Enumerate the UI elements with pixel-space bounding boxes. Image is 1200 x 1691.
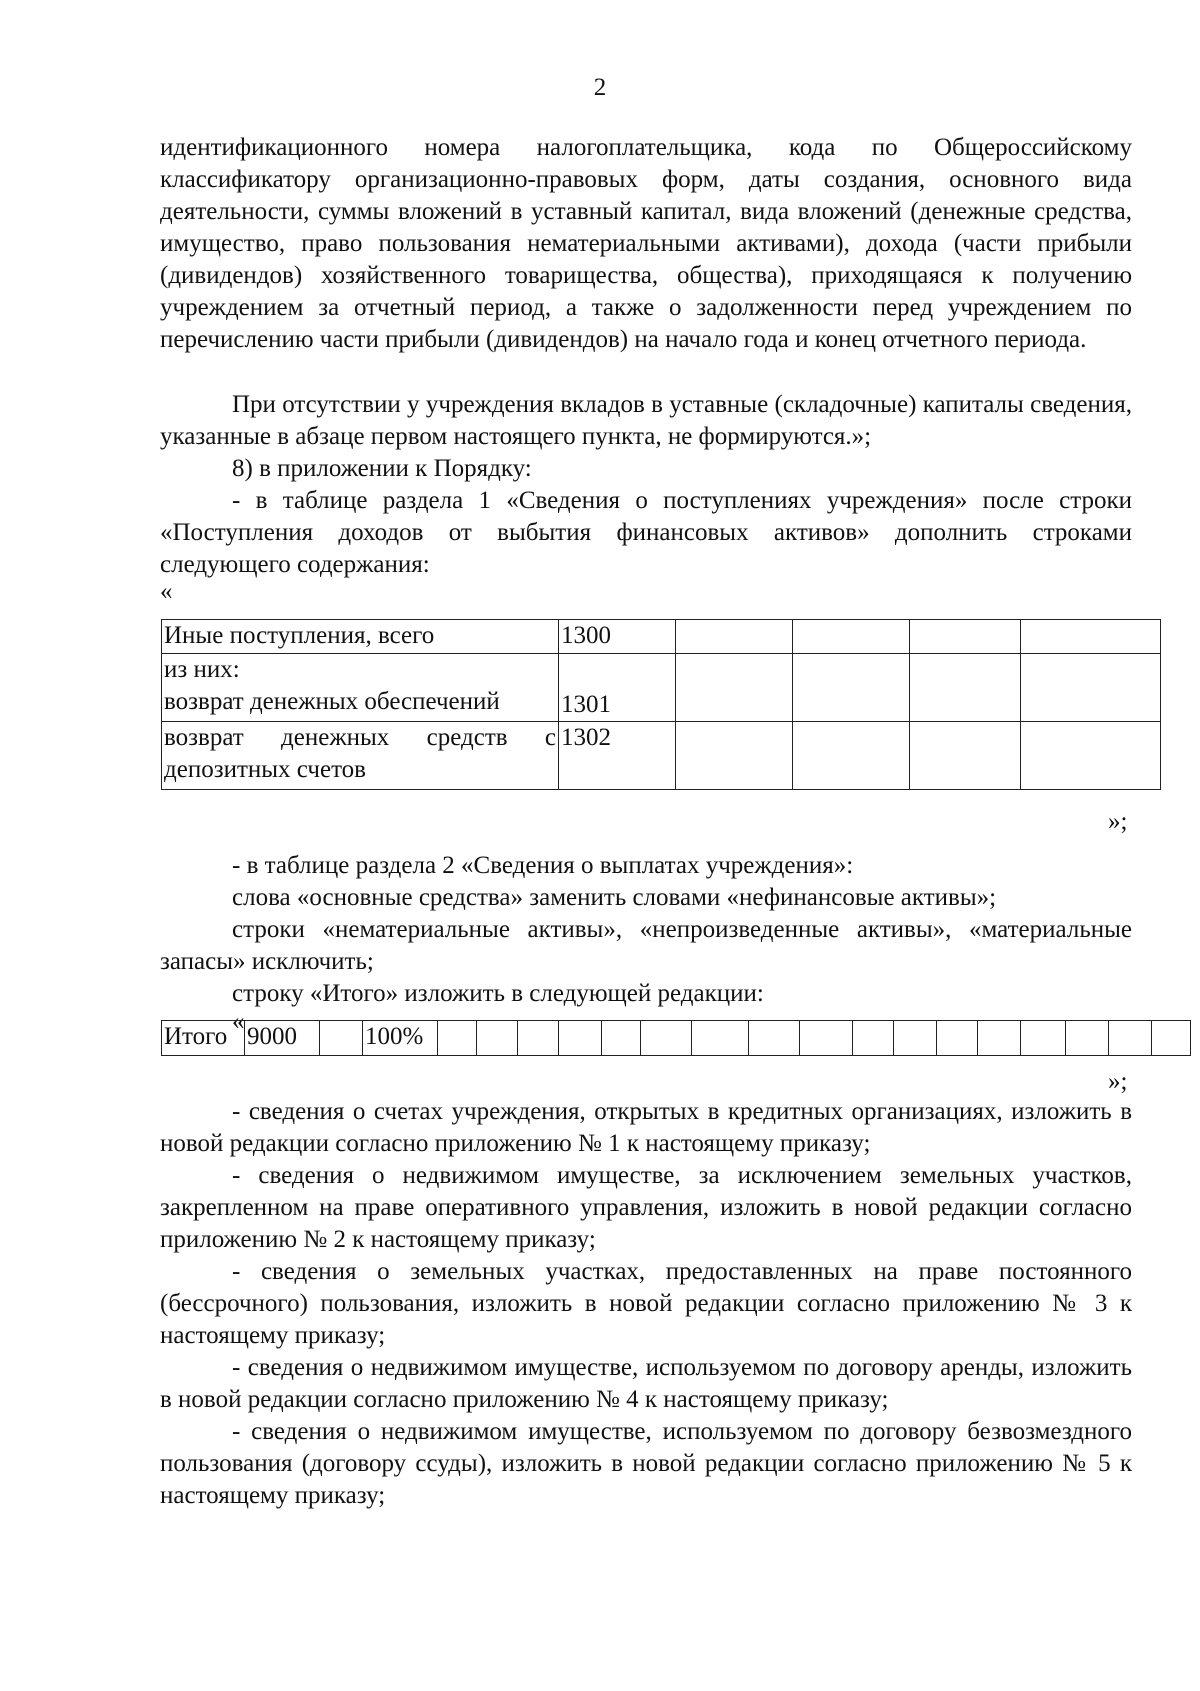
empty-cell: [1066, 1021, 1109, 1056]
table2-close-quote: »;: [1108, 1068, 1128, 1095]
row-code: 1300: [559, 620, 676, 654]
empty-cell: [518, 1021, 559, 1056]
paragraph-8: строку «Итого» изложить в следующей редакции:: [232, 980, 764, 1007]
empty-cell: [692, 1021, 749, 1056]
empty-cell: [793, 620, 910, 654]
paragraph-2: При отсутствии у учреждения вкладов в уставные (складочные) капиталы сведения, указанные в абзаце первом настоящего пункта, не формируются.»;: [160, 391, 1132, 450]
paragraph-3: 8) в приложении к Порядку:: [232, 455, 532, 482]
empty-cell: [1152, 1021, 1191, 1056]
paragraph-5: - в таблице раздела 2 «Сведения о выплатах учреждения»:: [232, 852, 854, 879]
table1-close-quote: »;: [1108, 808, 1128, 835]
empty-cell: [1109, 1021, 1152, 1056]
row-label-line1: возврат денежных средств с: [164, 724, 556, 751]
empty-cell: [676, 722, 793, 790]
table-row: [162, 722, 1161, 790]
table-row: [162, 654, 1161, 722]
table-section2-total: [161, 1020, 1191, 1056]
paragraph-12: - сведения о недвижимом имуществе, используемом по договору аренды, изложить в новой редакции согласно приложению № 4 к настоящему приказу;: [160, 1354, 1132, 1413]
empty-cell: [894, 1021, 937, 1056]
paragraph-7: строки «нематериальные активы», «непроизведенные активы», «материальные запасы» исключить;: [160, 916, 1132, 975]
empty-cell: [853, 1021, 894, 1056]
page-number: 2: [593, 74, 607, 101]
empty-cell: [1021, 654, 1161, 722]
empty-cell: [320, 1021, 363, 1056]
empty-cell: [910, 654, 1021, 722]
total-code: 9000: [245, 1021, 320, 1056]
empty-cell: [1021, 620, 1161, 654]
row-code: 1301: [559, 654, 676, 722]
empty-cell: [793, 654, 910, 722]
row-label: Иные поступления, всего: [162, 620, 559, 654]
empty-cell: [910, 620, 1021, 654]
row-label-line2: возврат денежных обеспечений: [164, 688, 500, 715]
empty-cell: [641, 1021, 692, 1056]
paragraph-6: слова «основные средства» заменить словами «нефинансовые активы»;: [232, 884, 997, 911]
table1-open-quote: «: [160, 578, 173, 605]
total-percent: 100%: [363, 1021, 438, 1056]
paragraph-9: - сведения о счетах учреждения, открытых в кредитных организациях, изложить в новой редакции согласно приложению № 1 к настоящему приказу;: [160, 1098, 1132, 1157]
table-row: [162, 1021, 1191, 1056]
paragraph-4: - в таблице раздела 1 «Сведения о поступлениях учреждения» после строки «Поступления доходов от выбытия финансовых активов» дополнить строками следующего содержания:: [160, 487, 1132, 578]
empty-cell: [602, 1021, 641, 1056]
row-code: 1302: [559, 722, 676, 790]
paragraph-13: - сведения о недвижимом имуществе, используемом по договору безвозмездного пользования (договору ссуды), изложить в новой редакции согласно приложению № 5 к настоящему приказу;: [160, 1418, 1132, 1509]
paragraph-10: - сведения о недвижимом имуществе, за исключением земельных участков, закрепленном на праве оперативного управления, изложить в новой редакции согласно приложению № 2 к настоящему приказу;: [160, 1162, 1132, 1253]
table-row: [162, 620, 1161, 654]
table2-open-quote: «: [232, 1008, 245, 1035]
row-label-line2: депозитных счетов: [164, 756, 366, 783]
paragraph-1: идентификационного номера налогоплательщика, кода по Общероссийскому классификатору организационно-правовых форм, даты создания, основного вида деятельности, суммы вложений в уставный капитал, вида вложений (денежные средства, имущество, право пользования нематериальными активами), дохода (части прибыли (дивидендов) хозяйственного товарищества, общества), приходящаяся к получению учреждением за отчетный период, а также о задолженности перед учреждением по перечислению части прибыли (дивидендов) на начало года и конец отчетного периода.: [160, 134, 1132, 353]
empty-cell: [793, 722, 910, 790]
table-section1-income: [161, 619, 1161, 790]
empty-cell: [978, 1021, 1021, 1056]
empty-cell: [937, 1021, 978, 1056]
empty-cell: [910, 722, 1021, 790]
empty-cell: [438, 1021, 477, 1056]
row-label-line1: из них:: [164, 656, 240, 683]
empty-cell: [749, 1021, 800, 1056]
empty-cell: [676, 654, 793, 722]
paragraph-11: - сведения о земельных участках, предоставленных на праве постоянного (бессрочного) пользования, изложить в новой редакции согласно приложению № 3 к настоящему приказу;: [160, 1258, 1132, 1349]
row-label: [162, 654, 559, 722]
empty-cell: [800, 1021, 853, 1056]
row-label: [162, 722, 559, 790]
empty-cell: [676, 620, 793, 654]
empty-cell: [477, 1021, 518, 1056]
empty-cell: [559, 1021, 602, 1056]
total-label: Итого: [162, 1021, 245, 1056]
empty-cell: [1021, 722, 1161, 790]
empty-cell: [1021, 1021, 1066, 1056]
